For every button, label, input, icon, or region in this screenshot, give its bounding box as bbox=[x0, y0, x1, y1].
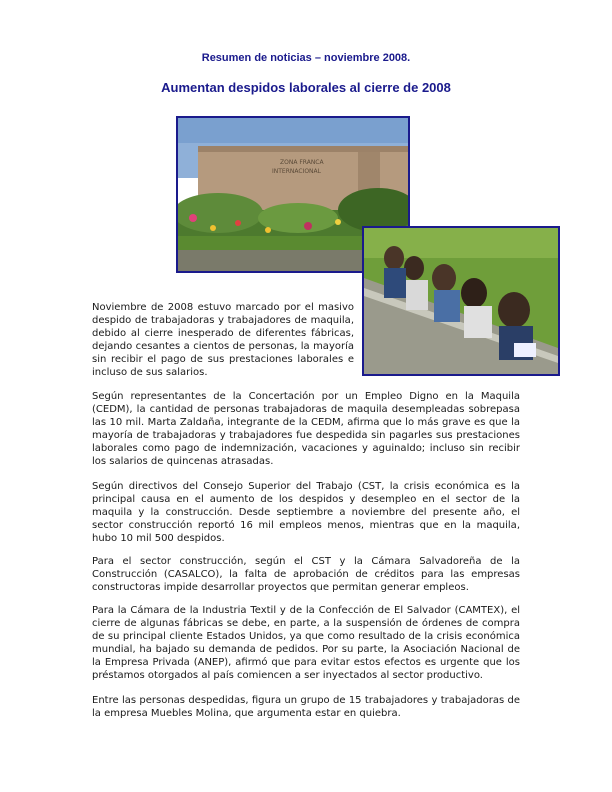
paragraph-5: Para la Cámara de la Industria Textil y de la Confección de El Salvador (CAMTEX), el cierre de algunas fábricas se debe, en parte, a la suspensión de órdenes de compra de su principal cliente Estados Unidos, ya que como resultado de la crisis económica mundial, ha bajado su demanda de pedidos. Por su parte, la Asociación Nacional de la Empresa Privada (ANEP), afirmó que para evitar estos efectos es urgente que los préstamos otorgados al país comiencen a ser inyectados al sector productivo. bbox=[92, 605, 520, 681]
paragraph-3: Según directivos del Consejo Superior del Trabajo (CST, la crisis económica es la principal causa en el aumento de los despidos y desempleo en el sector de la maquila y la construcción. Desde septiembre a noviembre del presente año, el sector construcción reportó 16 mil empleos menos, mientras que en la maquila, hubo 10 mil 500 despidos. bbox=[92, 481, 520, 544]
summary-line: Resumen de noticias – noviembre 2008. bbox=[201, 52, 411, 64]
paragraph-6: Entre las personas despedidas, figura un grupo de 15 trabajadores y trabajadoras de la empresa Muebles Molina, que argumenta estar en quiebra. bbox=[92, 695, 520, 719]
paragraph-2: Según representantes de la Concertación por un Empleo Digno en la Maquila (CEDM), la cantidad de personas trabajadoras de maquila desempleadas sobrepasa las 10 mil. Marta Zaldaña, integrante de la CEDM, afirma que lo más grave es que la mayoría de trabajadoras y trabajadores fue despedida sin pagarles sus prestaciones laborales como pago de indemnización, vacaciones y aguinaldo; incluso sin recibir los salarios de quincenas atrasadas. bbox=[92, 391, 520, 467]
paragraph-1: Noviembre de 2008 estuvo marcado por el masivo despido de trabajadoras y trabajadores de maquila, debido al cierre inesperado de diferentes fábricas, dejando cesantes a cientos de personas, la mayoría sin recibir el pago de sus prestaciones laborales e incluso de sus salarios. bbox=[92, 302, 354, 378]
factory-sign-line-2: INTERNACIONAL bbox=[272, 168, 321, 175]
workers-photo bbox=[362, 226, 560, 376]
factory-sign-line-1: ZONA FRANCA bbox=[280, 159, 324, 166]
workers-photo-image bbox=[364, 228, 558, 374]
headline: Aumentan despidos laborales al cierre de 2008 bbox=[161, 80, 451, 95]
paragraph-4: Para el sector construcción, según el CST y la Cámara Salvadoreña de la Construcción (CASALCO), la falta de aprobación de créditos para las empresas constructoras impide desarrollar proyectos que permitan generar empleos. bbox=[92, 556, 520, 593]
